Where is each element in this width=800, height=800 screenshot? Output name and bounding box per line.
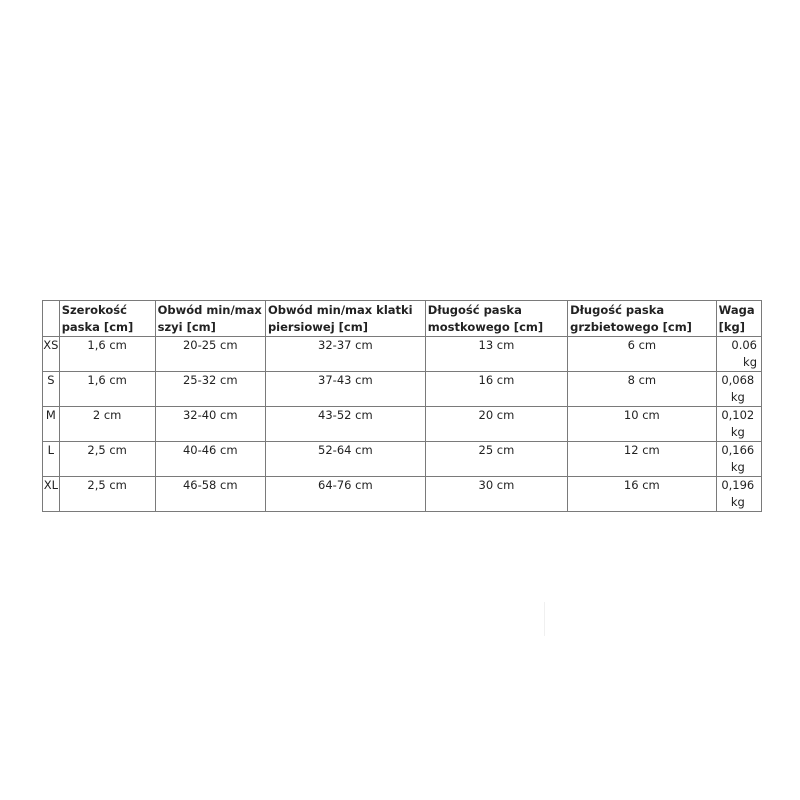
header-weight: Waga [kg] — [716, 301, 761, 337]
size-cell: XL — [43, 477, 60, 512]
header-strap-width: Szerokość paska [cm] — [59, 301, 155, 337]
table-row — [43, 372, 762, 407]
neck-girth-cell: 32-40 cm — [155, 407, 265, 442]
strap-width-cell: 1,6 cm — [59, 372, 155, 407]
chest-strap-length-cell: 16 cm — [425, 372, 567, 407]
header-chest-strap-length: Długość paska mostkowego [cm] — [425, 301, 567, 337]
header-row — [43, 301, 762, 337]
chest-girth-cell: 64-76 cm — [265, 477, 425, 512]
neck-girth-cell: 20-25 cm — [155, 337, 265, 372]
neck-girth-cell: 40-46 cm — [155, 442, 265, 477]
size-chart-table — [42, 300, 762, 512]
neck-girth-cell: 25-32 cm — [155, 372, 265, 407]
header-neck-girth: Obwód min/max szyi [cm] — [155, 301, 265, 337]
table-row — [43, 337, 762, 372]
header-chest-girth: Obwód min/max klatki piersiowej [cm] — [265, 301, 425, 337]
weight-cell: 0,196 kg — [716, 477, 761, 512]
weight-cell: 0,068 kg — [716, 372, 761, 407]
strap-width-cell: 2 cm — [59, 407, 155, 442]
strap-width-cell: 2,5 cm — [59, 477, 155, 512]
chest-strap-length-cell: 20 cm — [425, 407, 567, 442]
strap-width-cell: 2,5 cm — [59, 442, 155, 477]
neck-girth-cell: 46-58 cm — [155, 477, 265, 512]
chest-girth-cell: 32-37 cm — [265, 337, 425, 372]
strap-width-cell: 1,6 cm — [59, 337, 155, 372]
size-cell: S — [43, 372, 60, 407]
divider — [544, 602, 545, 636]
back-strap-length-cell: 6 cm — [568, 337, 717, 372]
table-row — [43, 442, 762, 477]
size-cell: L — [43, 442, 60, 477]
chest-girth-cell: 43-52 cm — [265, 407, 425, 442]
header-back-strap-length: Długość paska grzbietowego [cm] — [568, 301, 717, 337]
chest-strap-length-cell: 25 cm — [425, 442, 567, 477]
header-size — [43, 301, 60, 337]
chest-strap-length-cell: 13 cm — [425, 337, 567, 372]
back-strap-length-cell: 8 cm — [568, 372, 717, 407]
chest-girth-cell: 37-43 cm — [265, 372, 425, 407]
chest-strap-length-cell: 30 cm — [425, 477, 567, 512]
weight-cell: 0.06 kg — [716, 337, 761, 372]
weight-cell: 0,102 kg — [716, 407, 761, 442]
table-row — [43, 477, 762, 512]
size-cell: XS — [43, 337, 60, 372]
weight-cell: 0,166 kg — [716, 442, 761, 477]
size-cell: M — [43, 407, 60, 442]
back-strap-length-cell: 10 cm — [568, 407, 717, 442]
table-row — [43, 407, 762, 442]
back-strap-length-cell: 12 cm — [568, 442, 717, 477]
back-strap-length-cell: 16 cm — [568, 477, 717, 512]
chest-girth-cell: 52-64 cm — [265, 442, 425, 477]
